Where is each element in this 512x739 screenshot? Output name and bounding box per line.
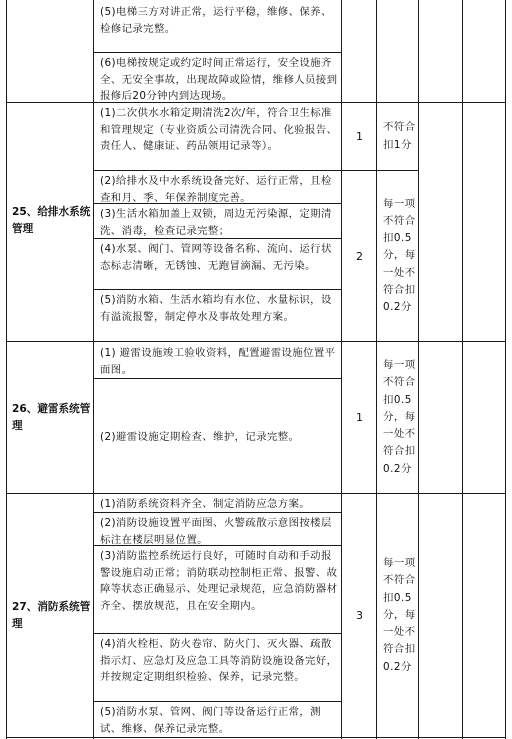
elevator-item-5: (5)电梯三方对讲正常，运行平稳，维修、保养、检修记录完整。: [100, 6, 332, 35]
fire-item-3: (3)消防监控系统运行良好，可随时自动和手动报警设施启动正常；消防联动控制柜正常、报警、故障等状态正确显示、处理记录规范，应急消防器材齐全、摆放规范，且在安全期内。: [100, 550, 338, 612]
col-divider-extra1: [462, 0, 463, 739]
fire-score: 3: [356, 609, 363, 622]
water-item-1: (1)二次供水水箱定期清洗2次/年，符合卫生标准和管理规定（专业资质公司清洗合同、化验报告、责任人、健康证、药品领用记录等）。: [100, 107, 338, 152]
water-item-5: (5)消防水箱、生活水箱均有水位、水量标识，设有溢流报警，制定停水及事故处理方案。: [100, 294, 332, 323]
table-border-bottom: [6, 737, 506, 738]
category-lightning: 26、避雷系统管理: [12, 402, 91, 432]
water-score: 2: [356, 249, 363, 263]
water-item-3: (3)生活水箱加盖上双锁，周边无污染源，定期清洗、消毒，检查记录完整；: [100, 208, 332, 237]
fire-item-4: (4)消火栓柜、防火卷帘、防火门、灭火器、疏散指示灯、应急灯及应急工具等消防设施设备完好，并按规定定期组织检验、保养，记录完整。: [100, 638, 338, 683]
category-fire-protection: 27、消防系统管理: [12, 600, 91, 630]
fire-item-2: (2)消防设施设置平面图、火警疏散示意图按楼层标注在楼层明显位置。: [100, 517, 332, 546]
lightning-standard: 每一项不符合扣0.5分，每一处不符合扣0.2分: [383, 359, 416, 475]
water-standard: 每一项不符合扣0.5分，每一处不符合扣0.2分: [383, 197, 416, 313]
water-item-4: (4)水泵、阀门、管网等设备名称、流向、运行状态标志清晰，无锈蚀、无跑冒滴漏、无污染。: [100, 243, 332, 272]
water-item1-score: 1: [356, 130, 363, 143]
col-divider-standard: [418, 0, 419, 739]
water-item1-standard: 不符合扣1分: [383, 121, 416, 151]
elevator-item-6: (6)电梯按规定或约定时间正常运行，安全设施齐全、无安全事故，出现故障或险情，维修人员接到报修后20分钟内到达现场。: [100, 57, 338, 102]
lightning-score: 1: [356, 411, 363, 424]
table-border-right: [505, 0, 506, 739]
fire-item-5: (5)消防水泵、管网、阀门等设备运行正常，测试、维修、保养记录完整。: [100, 706, 321, 735]
lightning-item-2: (2)避雷设施定期检查、维护，记录完整。: [100, 430, 300, 443]
water-item-2: (2)给排水及中水系统设备完好、运行正常，且检查和月、季、年保养制度完善。: [100, 175, 332, 204]
lightning-item-1: (1) 避雷设施竣工验收资料，配置避雷设施位置平面图。: [100, 347, 336, 376]
fire-item-1: (1)消防系统资料齐全、制定消防应急方案。: [100, 498, 311, 510]
fire-standard: 每一项不符合扣0.5分，每一处不符合扣0.2分: [383, 557, 416, 673]
category-water-supply: 25、给排水系统管理: [12, 206, 91, 235]
